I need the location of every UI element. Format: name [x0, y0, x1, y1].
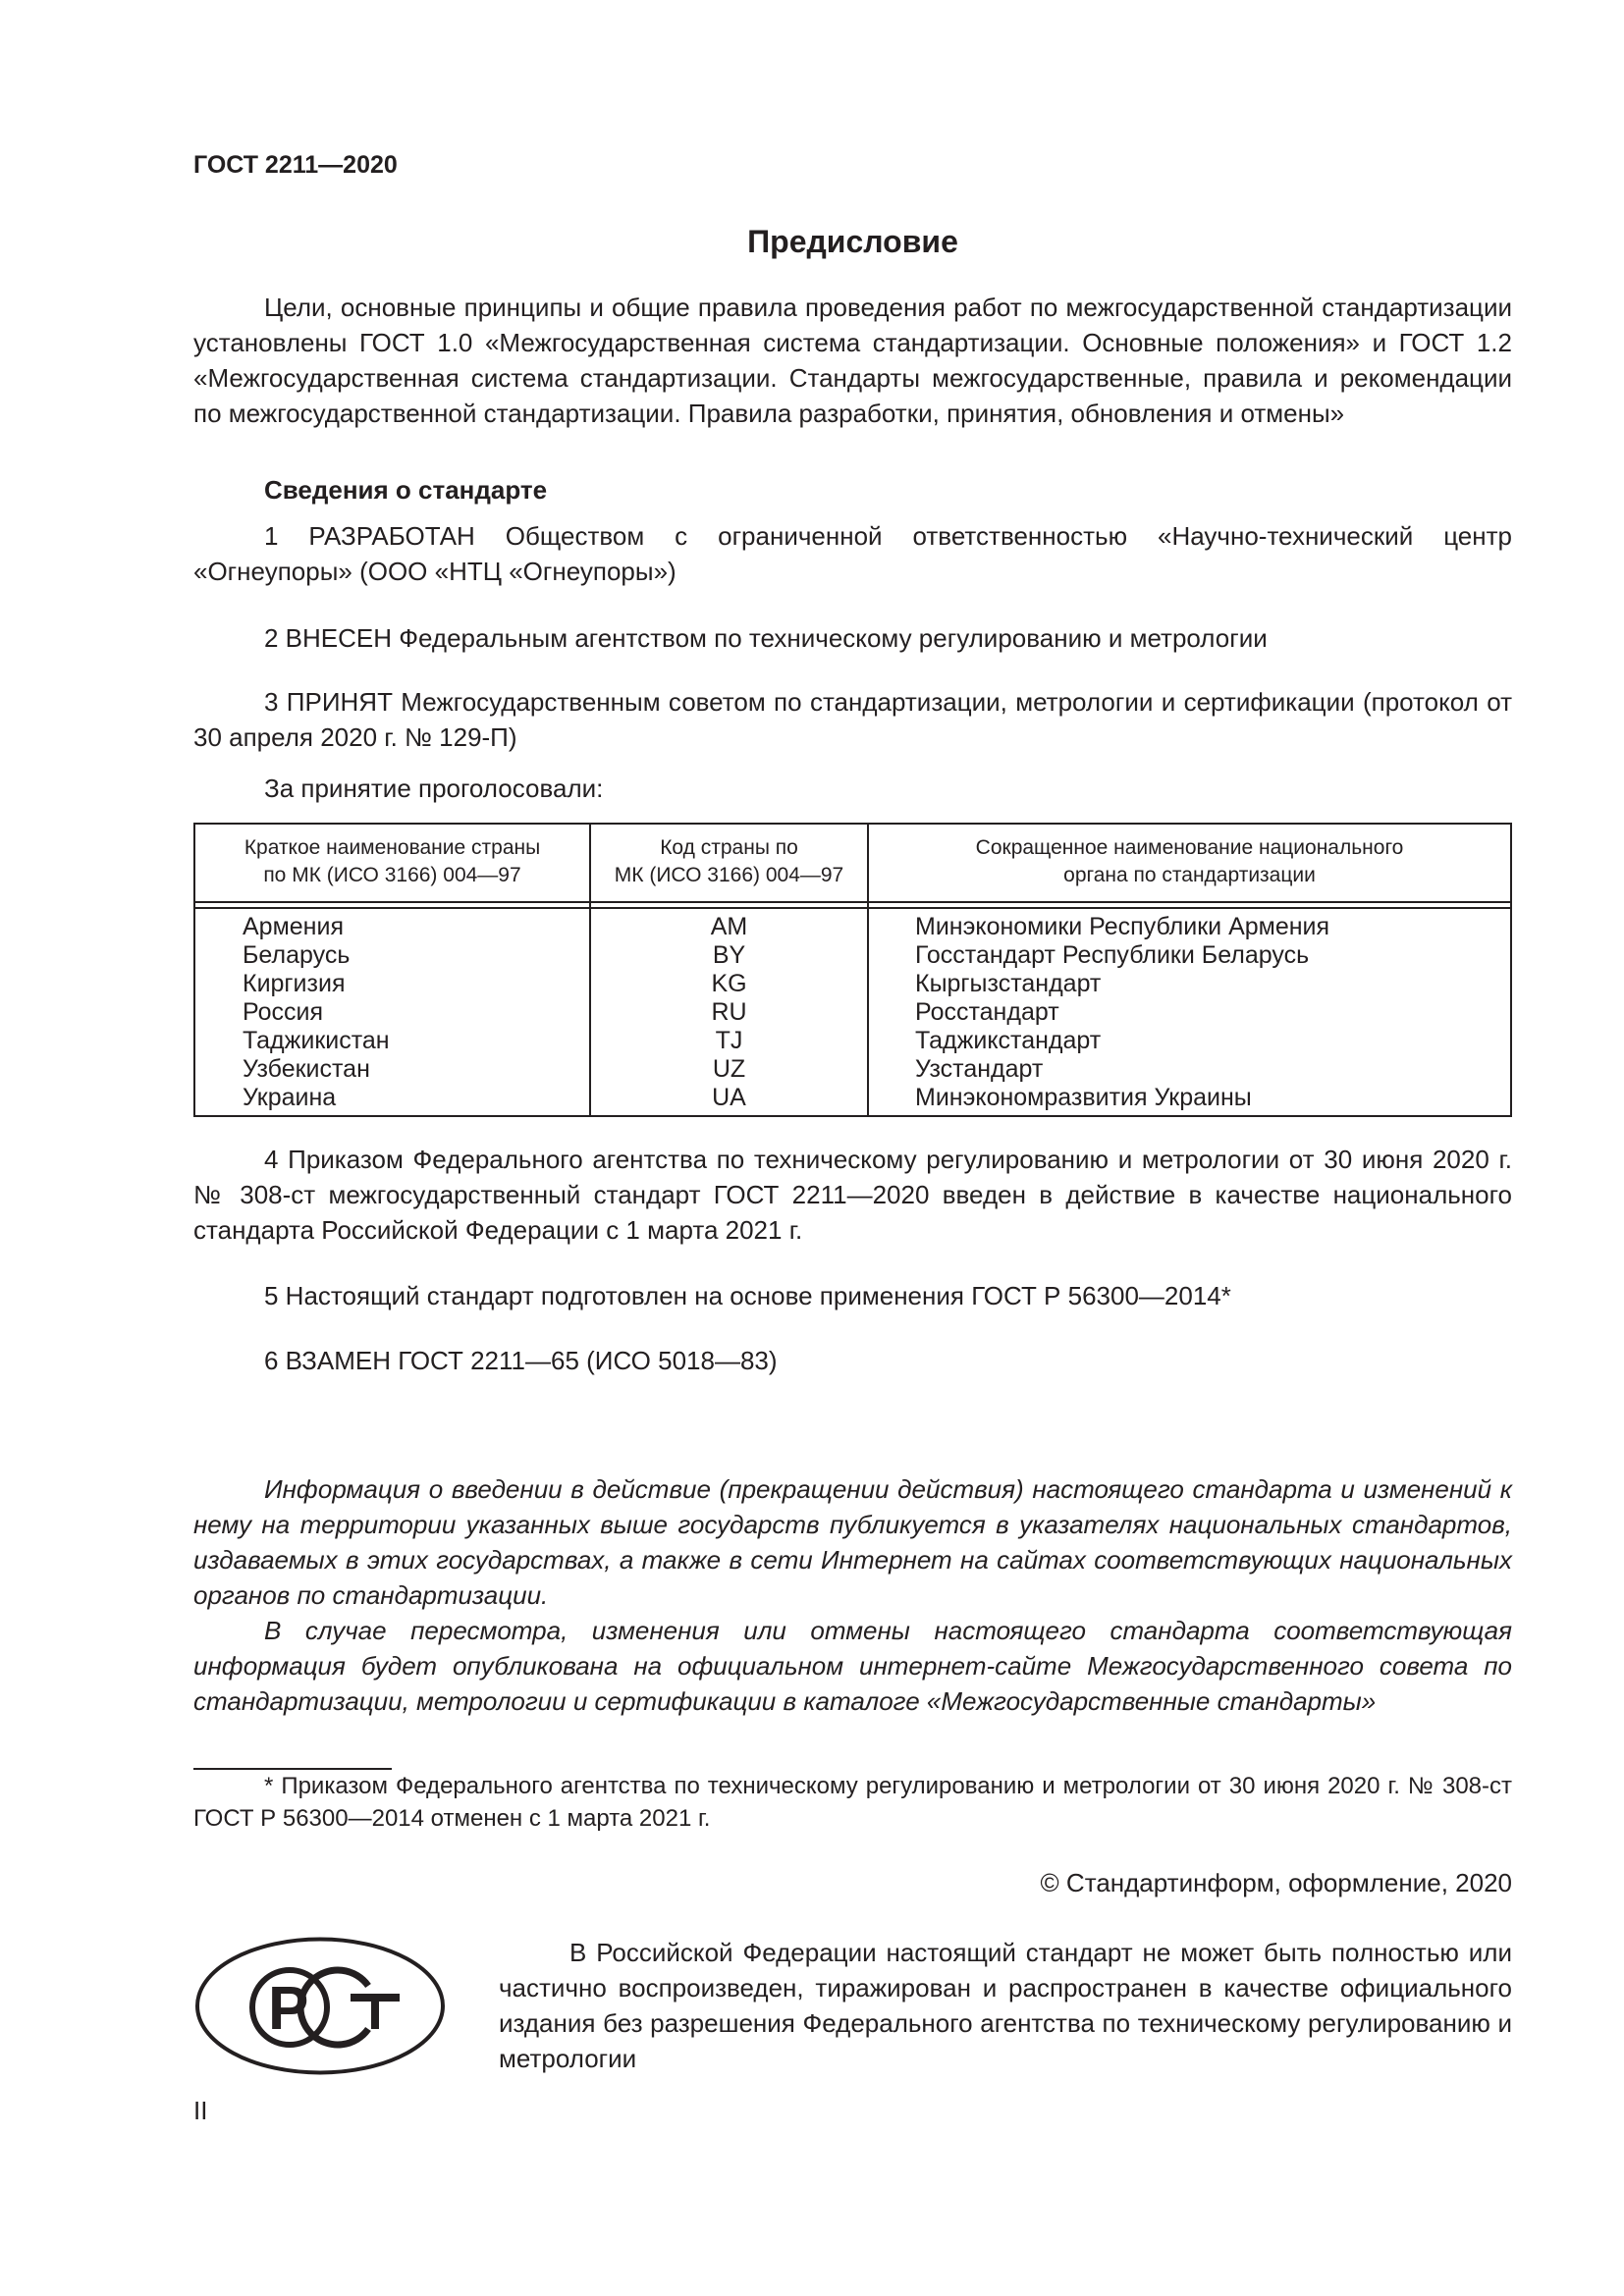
table-cell-country: Таджикистан	[243, 1027, 390, 1054]
copyright: © Стандартинформ, оформление, 2020	[1040, 1868, 1512, 1897]
table-cell-country: Армения	[243, 913, 344, 940]
table-cell-code: KG	[711, 970, 747, 997]
vote-intro: За принятие проголосовали:	[264, 774, 604, 803]
footnote: * Приказом Федерального агентства по техническому регулированию и метрологии от 30 июня 2020 г. № 308-ст ГОСТ Р 56300—2014 отменен с 1 марта 2021 г.	[193, 1773, 1512, 1832]
country-column	[243, 913, 390, 1112]
item-3: 3 ПРИНЯТ Межгосударственным советом по стандартизации, метрологии и сертификации (протокол от 30 апреля 2020 г. № 129-П)	[193, 687, 1512, 752]
table-cell-country: Россия	[243, 998, 323, 1026]
table-cell-body: Узстандарт	[915, 1055, 1044, 1083]
item-4: 4 Приказом Федерального агентства по техническому регулированию и метрологии от 30 июня 2020 г. № 308-ст межгосударственный стандарт ГОСТ 2211—2020 введен в действие в качестве национального стандарта Российской Федерации с 1 марта 2021 г.	[193, 1145, 1512, 1245]
table-cell-code: UZ	[712, 1055, 746, 1083]
item-6: 6 ВЗАМЕН ГОСТ 2211—65 (ИСО 5018—83)	[264, 1346, 778, 1375]
standards-body-column	[915, 913, 1329, 1112]
info-notice-2: В случае пересмотра, изменения или отмены настоящего стандарта соответствующая информация будет опубликована на официальном интернет-сайте Межгосударственного совета по стандартизации, метрологии и сертификации в каталоге «Межгосударственные стандарты»	[193, 1616, 1512, 1716]
header-code: Код страны по МК (ИСО 3166) 004—97	[614, 836, 844, 886]
table-cell-code: BY	[712, 941, 746, 969]
page-number: II	[193, 2096, 208, 2125]
document-code: ГОСТ 2211—2020	[193, 151, 398, 179]
intro-paragraph: Цели, основные принципы и общие правила проведения работ по межгосударственной стандартизации установлены ГОСТ 1.0 «Межгосударственная система стандартизации. Основные положения» и ГОСТ 1.2 «Межгосударственная система стандартизации. Стандарты межгосударственные, правила и рекомендации по межгосударственной стандартизации. Правила разработки, принятия, обновления и отмены»	[193, 293, 1512, 428]
table-cell-country: Узбекистан	[243, 1055, 370, 1083]
info-notice-1: Информация о введении в действие (прекращении действия) настоящего стандарта и изменений к нему на территории указанных выше государств публикуется в указателях национальных стандартов, издаваемых в этих государствах, а также в сети Интернет на сайтах соответствующих национальных органов по стандартизации.	[193, 1474, 1512, 1610]
table-cell-code: AM	[710, 913, 748, 940]
table-cell-body: Кыргызстандарт	[915, 970, 1102, 997]
table-cell-body: Минэкономики Республики Армения	[915, 913, 1330, 940]
table-cell-body: Таджикстандарт	[915, 1027, 1102, 1054]
table-cell-code: UA	[712, 1084, 746, 1111]
item-2: 2 ВНЕСЕН Федеральным агентством по техническому регулированию и метрологии	[264, 623, 1268, 653]
voting-table	[193, 823, 1512, 1117]
item-5: 5 Настоящий стандарт подготовлен на основе применения ГОСТ Р 56300—2014*	[264, 1281, 1231, 1310]
info-heading: Сведения о стандарте	[264, 475, 548, 505]
code-column	[591, 913, 867, 1112]
rst-mark-icon	[193, 1935, 447, 2077]
table-cell-body: Минэкономразвития Украины	[915, 1084, 1252, 1111]
header-divider	[195, 907, 1510, 909]
item-1: 1 РАЗРАБОТАН Обществом с ограниченной ответственностью «Научно-технический центр «Огнеупоры» (ООО «НТЦ «Огнеупоры»)	[193, 521, 1512, 586]
header-divider	[195, 901, 1510, 903]
table-cell-code: TJ	[715, 1027, 743, 1054]
header-country: Краткое наименование страны по МК (ИСО 3166) 004—97	[244, 836, 541, 886]
rights-notice: В Российской Федерации настоящий стандарт не может быть полностью или частично воспроизведен, тиражирован и распространен в качестве официального издания без разрешения Федерального агентства по техническому регулированию и метрологии	[499, 1938, 1512, 2073]
table-cell-country: Украина	[243, 1084, 337, 1111]
table-cell-body: Госстандарт Республики Беларусь	[915, 941, 1310, 969]
svg-text:P: P	[268, 1975, 309, 2043]
table-cell-country: Беларусь	[243, 941, 351, 969]
table-cell-body: Росстандарт	[915, 998, 1059, 1026]
header-standards-body: Сокращенное наименование национального органа по стандартизации	[975, 836, 1404, 886]
table-cell-code: RU	[711, 998, 747, 1026]
page-title: Предисловие	[747, 224, 958, 259]
table-cell-country: Киргизия	[243, 970, 346, 997]
